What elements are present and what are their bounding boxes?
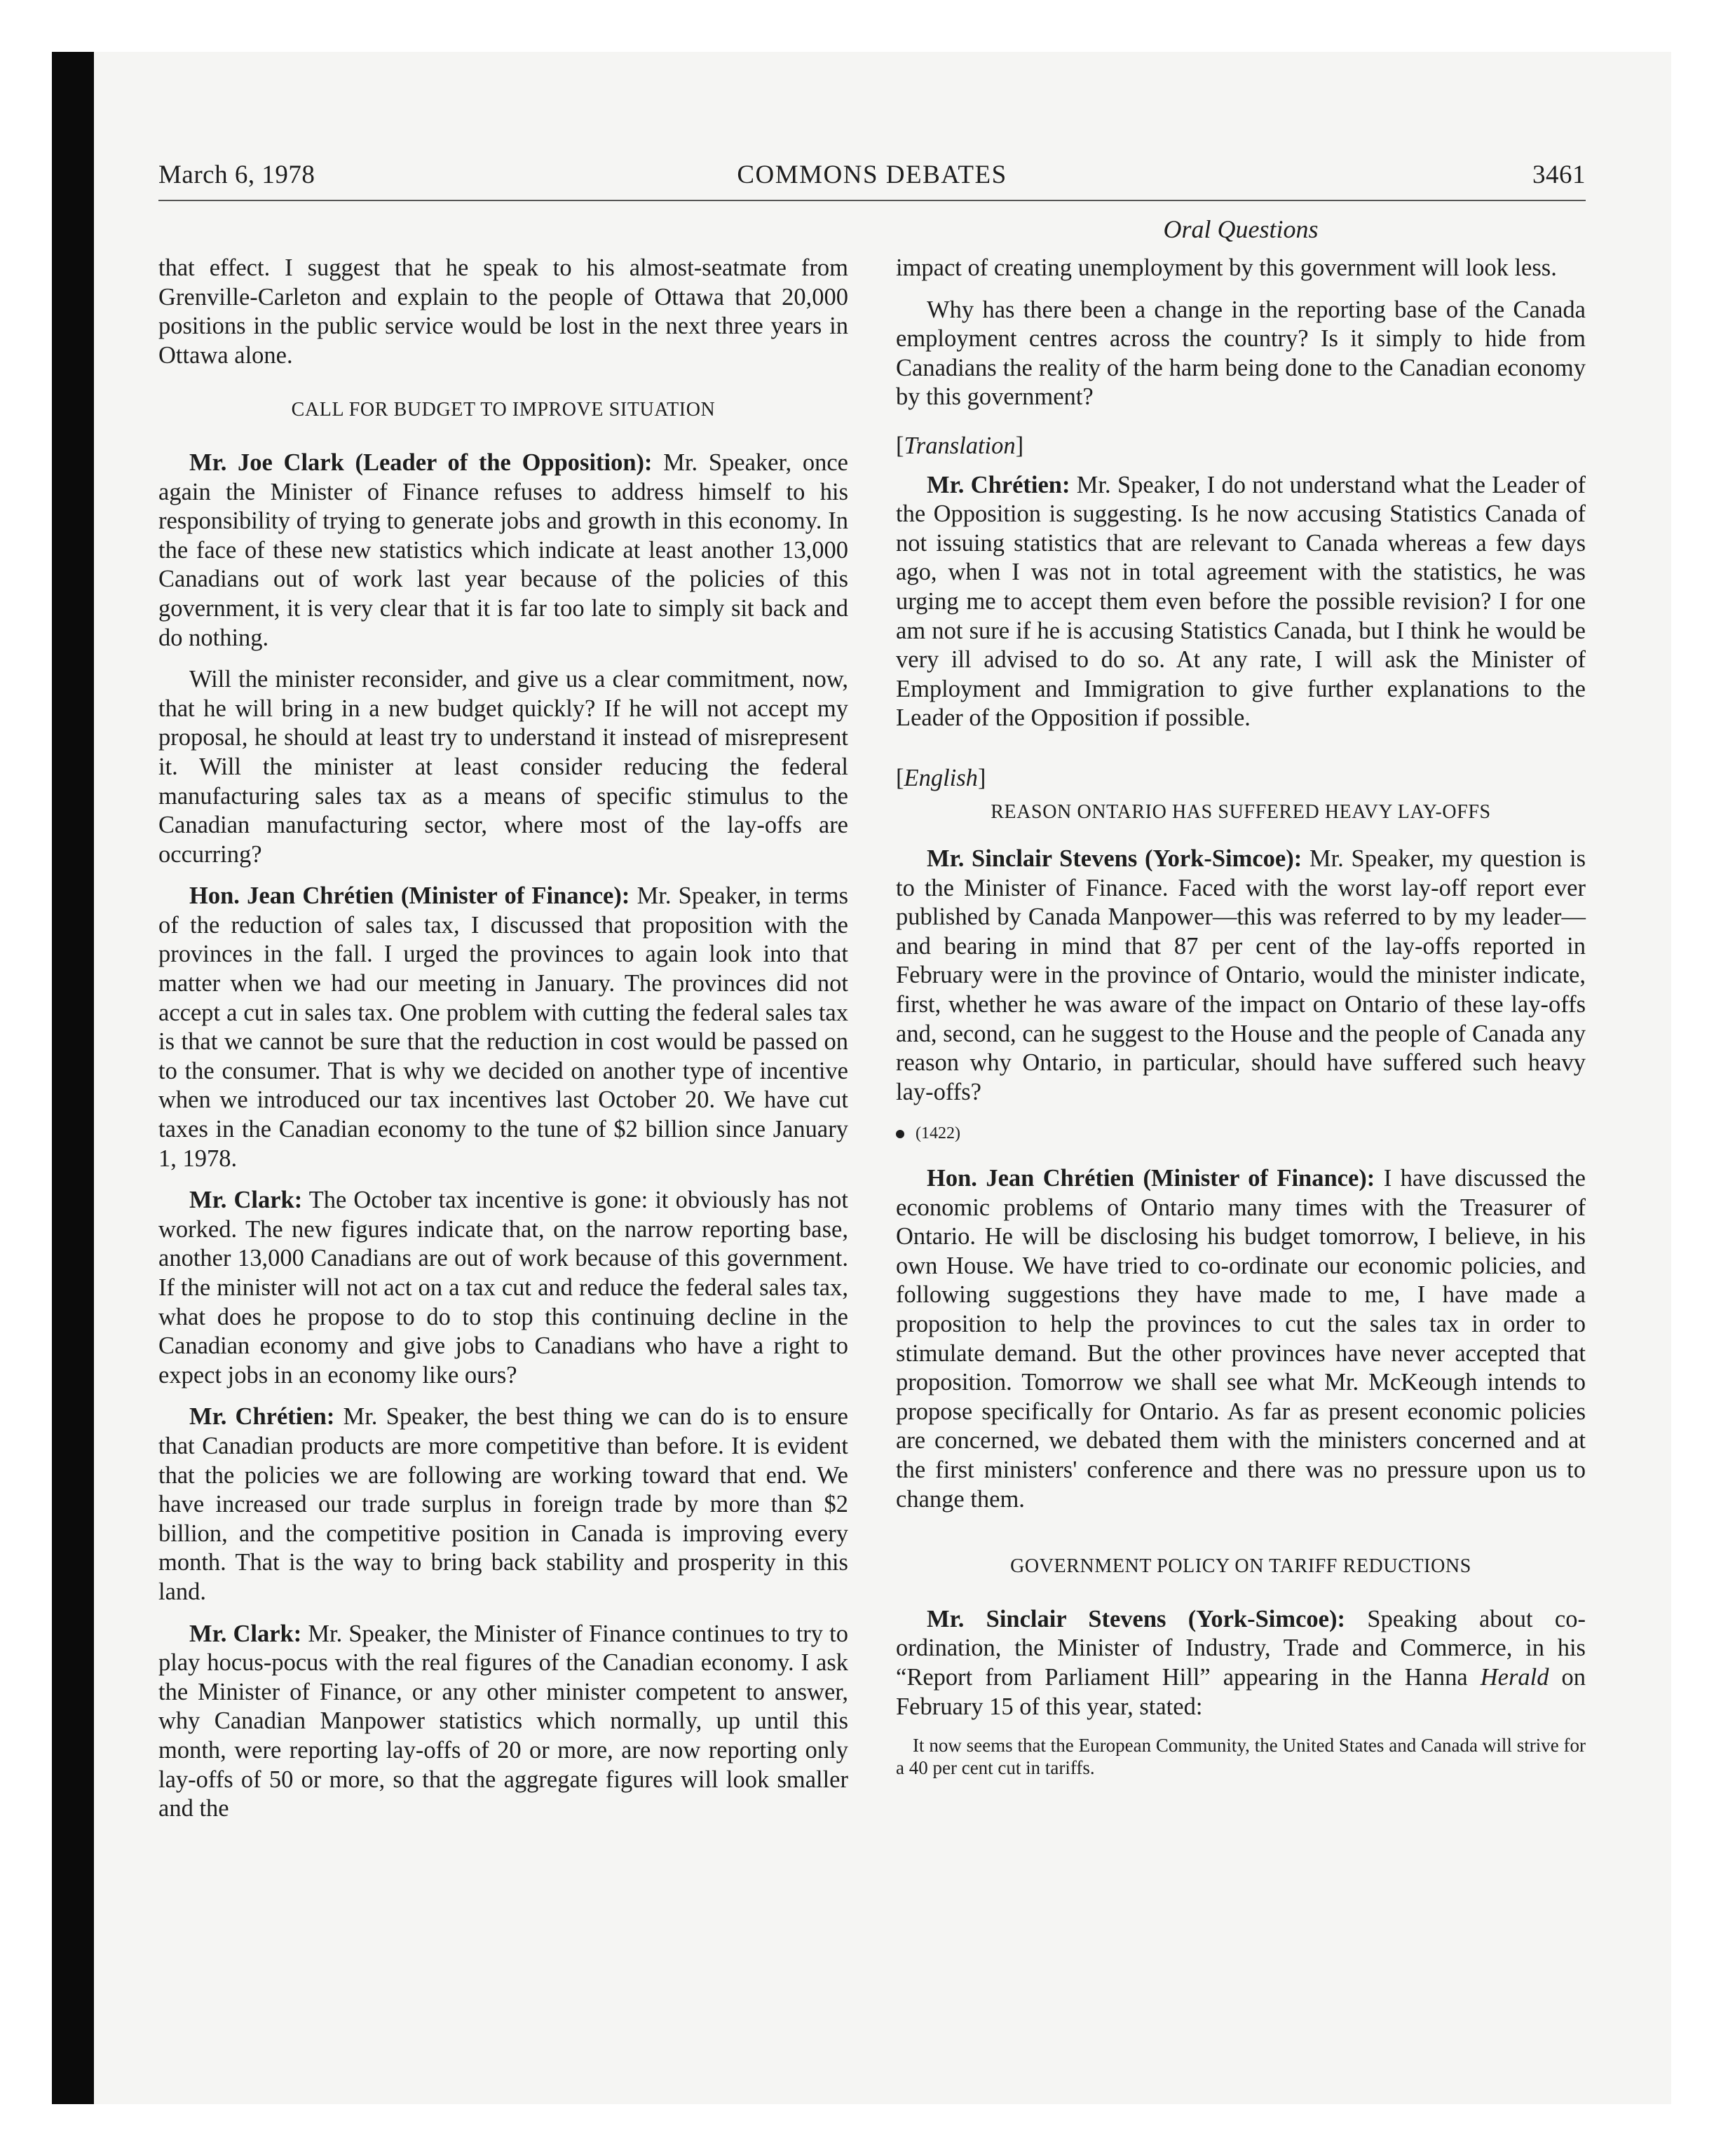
paragraph: Why has there been a change in the reporting base of the Canada employment centres across the country? Is it simply to hide from Canadians the reality of the harm being done to the Canadian economy by this government? [896,296,1586,411]
header-rule [158,200,1586,201]
speaker-name: Mr. Clark: [189,1620,302,1647]
paragraph: Mr. Clark: Mr. Speaker, the Minister of Finance continues to try to play hocus-pocus with the real figures of the Canadian economy. I ask the Minister of Finance, or any other minister competent to answer, why Canadian Manpower statistics which normally, up until this month, were reporting lay-offs of 20 or more, are now reporting only lay-offs of 50 or more, so that the aggregate figures will look smaller and the [158,1620,849,1822]
block-quote: It now seems that the European Community, the United States and Canada will strive for a 40 per cent cut in tariffs. [896,1735,1586,1779]
speaker-name: Mr. Chrétien: [189,1403,335,1431]
paragraph: impact of creating unemployment by this government will look less. [896,254,1557,281]
binding-edge [52,52,94,2104]
header-date: March 6, 1978 [158,161,315,189]
paragraph: Mr. Sinclair Stevens (York-Simcoe): Speaking about co-ordination, the Minister of Industry, Trade and Commerce, in his “Report from Parliament Hill” appearing in the Hanna Herald on February 15 of this year, stated: [896,1605,1586,1720]
paragraph: Hon. Jean Chrétien (Minister of Finance): Mr. Speaker, in terms of the reduction of sales tax, I discussed that proposition with the provinces in the fall. I urged the provinces to again look into that matter when we had our meeting in January. The provinces did not accept a cut in sales tax. One problem with cutting the federal sales tax is that we cannot be sure that the reduction in cost would be passed on to the consumer. That is why we decided on another type of incentive when we introduced our tax incentives last October 20. We have cut taxes in the Canadian economy to the tune of $2 billion since January 1, 1978. [158,882,848,1172]
paragraph: that effect. I suggest that he speak to his almost-seatmate from Grenville-Carleton and explain to the people of Ottawa that 20,000 positions in the public service would be lost in the next three years in Ottawa alone. [158,254,848,369]
page-header [158,160,1586,199]
publication-name: Herald [1480,1663,1549,1691]
right-column [896,254,1586,1779]
section-label: Oral Questions [1163,215,1319,243]
page-number: 3461 [1532,161,1586,189]
translation-tag: [Translation] [896,432,1024,459]
speaker-name: Mr. Clark: [189,1187,303,1214]
time-marker: (1422) [896,1119,1586,1149]
paragraph: Mr. Sinclair Stevens (York-Simcoe): Mr. Speaker, my question is to the Minister of Finance. Faced with the worst lay-off report ever published by Canada Manpower—this was referred to by my leader—and bearing in mind that 87 per cent of the lay-offs reported in February were in the province of Ontario, would the minister indicate, first, whether he was aware of the impact on Ontario of these lay-offs and, second, can he suggest to the House and the people of Canada any reason why Ontario, in particular, should have suffered such heavy lay-offs? [896,845,1586,1105]
paragraph: Mr. Clark: The October tax incentive is gone: it obviously has not worked. The new figures indicate that, on the narrow reporting base, another 13,000 Canadians are out of work because of this government. If the minister will not act on a tax cut and reduce the federal sales tax, what does he propose to do to stop this continuing decline in the Canadian economy and give jobs to Canadians who have a right to expect jobs in an economy like ours? [158,1187,848,1389]
speaker-name: Hon. Jean Chrétien (Minister of Finance): [927,1165,1375,1192]
paragraph: Will the minister reconsider, and give us a clear commitment, now, that he will bring in a new budget quickly? If he will not accept my proposal, he should at least try to understand it instead of misrepresent it. Will the minister at least consider reducing the federal manufacturing sales tax as a means of specific stimulus to the Canadian manufacturing sector, where most of the lay-offs are occurring? [158,666,848,868]
paragraph: Mr. Joe Clark (Leader of the Opposition): Mr. Speaker, once again the Minister of Finance refuses to address himself to his responsibility of trying to generate jobs and growth in this economy. In the face of these new statistics which indicate at least another 13,000 Canadians out of work last year because of the policies of this government, it is very clear that it is far too late to simply sit back and do nothing. [158,449,848,651]
english-tag: [English] [896,764,986,791]
speaker-name: Mr. Sinclair Stevens (York-Simcoe): [927,1605,1345,1632]
left-column [158,254,848,1836]
speaker-name: Hon. Jean Chrétien (Minister of Finance): [189,882,630,910]
speaker-name: Mr. Sinclair Stevens (York-Simcoe): [927,845,1302,873]
bullet-icon [896,1130,904,1138]
header-title: COMMONS DEBATES [737,161,1007,189]
section-heading: CALL FOR BUDGET TO IMPROVE SITUATION [291,399,716,421]
paragraph: Mr. Chrétien: Mr. Speaker, the best thing we can do is to ensure that Canadian products are more competitive than before. It is evident that the policies we are following are working toward that end. We have increased our trade surplus in foreign trade by more than $2 billion, and the competitive position in Canada is improving every month. That is the way to bring back stability and prosperity in this land. [158,1403,848,1605]
speaker-name: Mr. Joe Clark (Leader of the Opposition): [189,449,653,476]
section-heading: GOVERNMENT POLICY ON TARIFF REDUCTIONS [1010,1555,1471,1578]
section-heading: REASON ONTARIO HAS SUFFERED HEAVY LAY-OFFS [991,800,1491,823]
paragraph: Mr. Chrétien: Mr. Speaker, I do not understand what the Leader of the Opposition is suggesting. Is he now accusing Statistics Canada of not issuing statistics that are relevant to Canada whereas a few days ago, when I was not in total agreement with the statistics, he was urging me to accept them even before the possible revision? I for one am not sure if he is accusing Statistics Canada, but I think he would be very ill advised to do so. At any rate, I will ask the Minister of Employment and Immigration to give further explanations to the Leader of the Opposition if possible. [896,471,1586,732]
paragraph: Hon. Jean Chrétien (Minister of Finance): I have discussed the economic problems of Ontario many times with the Treasurer of Ontario. He will be disclosing his budget tomorrow, I believe, in his own House. We have tried to co-ordinate our economic policies, and following suggestions they have made to me, I have made a proposition to help the provinces to cut the sales tax in order to stimulate demand. But the other provinces have never accepted that proposition. Tomorrow we shall see what Mr. McKeough intends to propose specifically for Ontario. As far as present economic policies are concerned, we debated them with the ministers concerned and at the first ministers' conference and there was no pressure upon us to change them. [896,1165,1586,1513]
speaker-name: Mr. Chrétien: [927,471,1070,498]
